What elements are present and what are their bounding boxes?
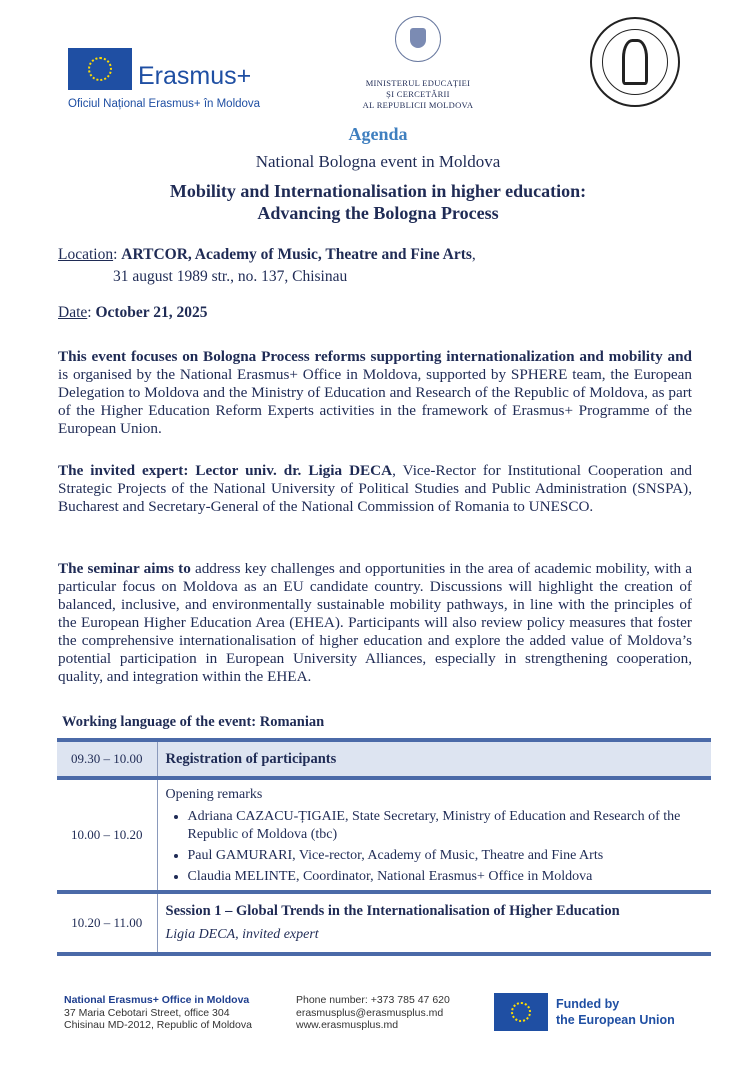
working-language: Working language of the event: Romanian	[62, 714, 325, 730]
erasmus-subtitle: Oficiul Național Erasmus+ în Moldova	[68, 98, 261, 110]
seminar-text: address key challenges and opportunities in the area of academic mobility, with a particular focus on Moldova as an EU candidate country. Discussions will highlight the creation of balanced, inclusive, and environmentally sustainable mobility pathways, in line with the principles of the European Higher Education Area (EHEA). Participants will also review policy measures that foster the comprehensive internationalisation of higher education and explore the added value of Moldova’s potential participation in European University Alliances, especially in strengthening cooperation, quality, and integration within the EHEA.	[58, 560, 692, 685]
office-address: Chisinau MD-2012, Republic of Moldova	[64, 1019, 252, 1031]
seminar-paragraph	[58, 560, 692, 686]
email-link[interactable]: erasmusplus@erasmusplus.md	[296, 1006, 444, 1019]
intro-bold: This event focuses on Bologna Process reforms supporting internationalization and mobility and	[58, 348, 692, 365]
agenda-heading: Agenda	[348, 124, 408, 144]
speaker-item: • Claudia MELINTE, Coordinator, National Erasmus+ Office in Moldova	[188, 868, 704, 886]
headline-line: Advancing the Bologna Process	[257, 203, 499, 223]
date: Date: October 21, 2025	[58, 304, 208, 321]
funded-by-eu	[556, 996, 675, 1028]
speaker-item: • Paul GAMURARI, Vice-rector, Academy of Music, Theatre and Fine Arts	[188, 847, 704, 865]
table-row	[57, 740, 711, 778]
speaker-item: • Adriana CAZACU-ȚIGAIE, State Secretary, Ministry of Education and Research of the Republic of Moldova (tbc)	[188, 808, 704, 844]
website-link[interactable]: www.erasmusplus.md	[296, 1019, 399, 1031]
eu-flag-icon	[494, 993, 548, 1031]
schedule-table	[57, 738, 711, 956]
ministry-line: MINISTERUL EDUCAȚIEI	[365, 78, 471, 88]
footer-office	[64, 994, 252, 1032]
intro-text: is organised by the National Erasmus+ Office in Moldova, supported by SPHERE team, the European Delegation to Moldova and the Ministry of Education and Research of the Republic of Moldova, as part of the Higher Education Reform Experts activities in the framework of Erasmus+ Programme of the European Union.	[58, 366, 692, 437]
office-name: National Erasmus+ Office in Moldova	[64, 994, 250, 1006]
row-title: Registration of participants	[165, 750, 337, 767]
expert-paragraph	[58, 462, 692, 516]
location-value: ARTCOR, Academy of Music, Theatre and Fine Arts	[121, 246, 472, 263]
expert-bold: The invited expert: Lector univ. dr. Ligia DECA	[58, 462, 393, 479]
row-subtitle: Ligia DECA, invited expert	[165, 927, 319, 942]
row-content	[157, 778, 711, 892]
table-row	[57, 892, 711, 954]
date-value: October 21, 2025	[95, 304, 208, 321]
funded-line: Funded by	[556, 997, 620, 1011]
ministry-line: ȘI CERCETĂRII	[386, 89, 450, 99]
row-time: 10.20 – 11.00	[57, 892, 157, 954]
expert-text: , Vice-Rector for Institutional Cooperation and Strategic Projects of the National University of Political Studies and Public Administration (SNSPA), Bucharest and Secretary-General of the National Commission of Romania to UNESCO.	[58, 462, 693, 515]
ministry-logo	[348, 16, 488, 111]
moldova-coat-of-arms-icon	[395, 16, 441, 62]
ministry-line: AL REPUBLICII MOLDOVA	[362, 100, 474, 110]
table-row	[57, 778, 711, 892]
academy-seal-icon	[590, 17, 680, 107]
funded-line: the European Union	[556, 1013, 675, 1027]
office-address: 37 Maria Cebotari Street, office 304	[64, 1006, 230, 1019]
footer-contact	[296, 994, 450, 1032]
erasmus-logo	[68, 48, 261, 110]
location-comma: ,	[471, 246, 476, 263]
headline-line: Mobility and Internationalisation in higher education:	[169, 181, 587, 201]
row-content	[157, 892, 711, 954]
seminar-bold: The seminar aims to	[58, 560, 191, 577]
erasmus-wordmark: Erasmus+	[138, 62, 252, 90]
row-title: Session 1 – Global Trends in the Internationalisation of Higher Education	[165, 903, 620, 919]
location: Location: ARTCOR, Academy of Music, Theatre and Fine Arts, 31 august 1989 str., no. 137, Chisinau	[58, 244, 476, 288]
location-address: 31 august 1989 str., no. 137, Chisinau	[113, 268, 348, 285]
row-title: Opening remarks	[165, 787, 263, 802]
event-name: National Bologna event in Moldova	[255, 152, 501, 171]
location-label: Location	[58, 246, 114, 263]
date-label: Date	[58, 304, 88, 321]
eu-flag-icon	[68, 48, 132, 90]
row-time: 09.30 – 10.00	[57, 740, 157, 778]
intro-paragraph	[58, 348, 692, 438]
row-time: 10.00 – 10.20	[57, 778, 157, 892]
event-headline	[0, 180, 756, 224]
phone: Phone number: +373 785 47 620	[296, 994, 450, 1006]
